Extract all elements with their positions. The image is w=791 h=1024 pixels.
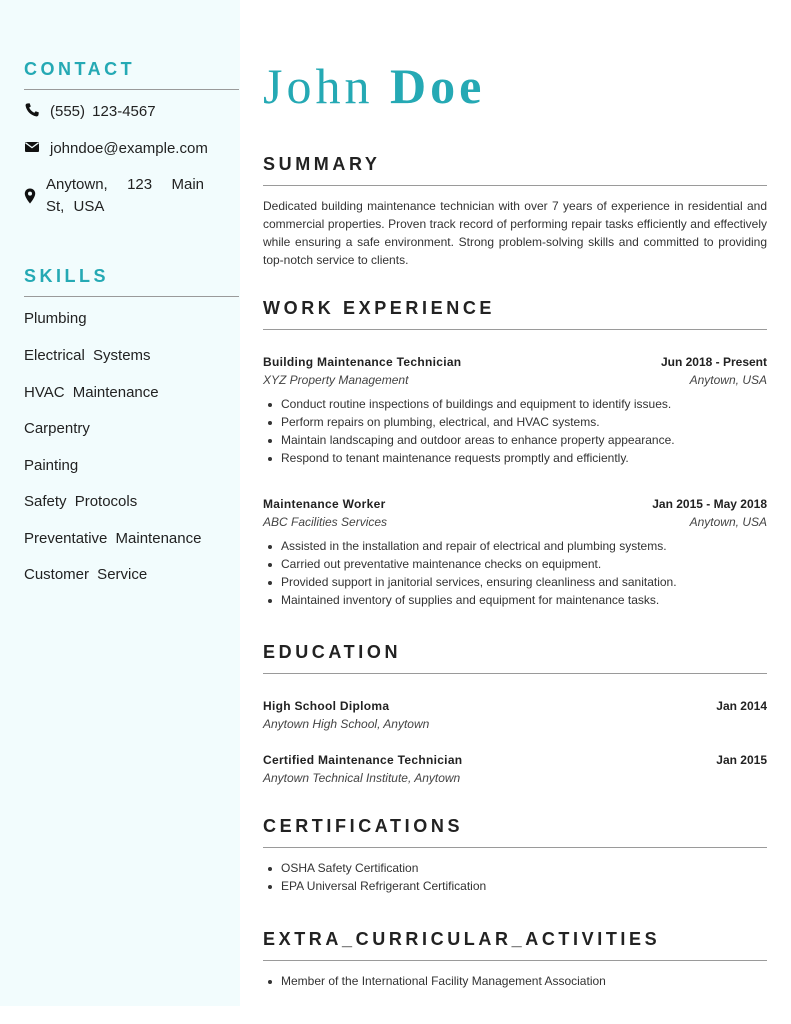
skill-item: Carpentry (24, 420, 90, 437)
skill-item: Preventative Maintenance (24, 530, 202, 547)
certification-bullets (263, 859, 767, 895)
last-name: Doe (389, 58, 486, 114)
phone-icon (24, 102, 40, 118)
job-dates: Jun 2018 - Present (660, 355, 767, 369)
skill-item: Electrical Systems (24, 347, 151, 364)
contact-email (24, 138, 208, 160)
skills-title: SKILLS (24, 266, 110, 286)
skill-item: Safety Protocols (24, 493, 138, 510)
divider (24, 296, 239, 297)
bullet-item: Carried out preventative maintenance checks on equipment. (263, 555, 767, 573)
education-section (263, 641, 767, 674)
bullet-item: Respond to tenant maintenance requests promptly and efficiently. (263, 449, 767, 467)
first-name: John (263, 58, 374, 114)
job-bullets (263, 537, 767, 609)
school: Anytown Technical Institute, Anytown (263, 771, 461, 785)
school: Anytown High School, Anytown (263, 717, 430, 731)
work-section (263, 297, 767, 330)
education-entry (263, 751, 767, 787)
skill-item: HVAC Maintenance (24, 384, 159, 401)
address-text: Anytown, 123 Main St, USA (46, 176, 204, 215)
job-bullets (263, 395, 767, 467)
summary-text: Dedicated building maintenance technician with over 7 years of experience in residential and commercial properties. Proven track record of performing repair tasks efficiently and effectively while ensuring a safe environment. Strong problem-solving skills and committed to providing top-notch service to clients. (263, 199, 767, 267)
phone-text: (555) 123-4567 (50, 103, 156, 120)
divider (263, 185, 767, 186)
contact-title: CONTACT (24, 59, 136, 79)
degree: High School Diploma (263, 699, 390, 713)
bullet-item: Conduct routine inspections of buildings and equipment to identify issues. (263, 395, 767, 413)
bullet-item: Perform repairs on plumbing, electrical, and HVAC systems. (263, 413, 767, 431)
certifications-section (263, 815, 767, 848)
activities-title: EXTRA_CURRICULAR_ACTIVITIES (263, 929, 661, 949)
job-location: Anytown, USA (689, 373, 767, 387)
skill-item: Customer Service (24, 566, 148, 583)
skill-item: Painting (24, 457, 79, 474)
summary-title: SUMMARY (263, 154, 381, 174)
job-title: Maintenance Worker (263, 497, 386, 511)
contact-section (24, 58, 239, 215)
certifications-list (263, 853, 767, 895)
skill-item: Plumbing (24, 310, 87, 327)
job-entry (263, 495, 767, 609)
bullet-item: Assisted in the installation and repair of electrical and plumbing systems. (263, 537, 767, 555)
envelope-icon (24, 139, 40, 155)
certifications-title: CERTIFICATIONS (263, 816, 464, 836)
contact-address (24, 174, 204, 218)
job-company: ABC Facilities Services (263, 515, 388, 529)
sidebar (0, 0, 240, 1006)
activities-list (263, 966, 767, 990)
certification-item: EPA Universal Refrigerant Certification (263, 877, 767, 895)
divider (263, 847, 767, 848)
education-date: Jan 2015 (716, 753, 767, 767)
work-title: WORK EXPERIENCE (263, 298, 496, 318)
bullet-item: Maintain landscaping and outdoor areas to enhance property appearance. (263, 431, 767, 449)
divider (263, 673, 767, 674)
activity-bullets (263, 972, 767, 990)
education-entry (263, 697, 767, 733)
divider (263, 960, 767, 961)
job-title: Building Maintenance Technician (263, 355, 462, 369)
summary-section (263, 153, 767, 186)
job-location: Anytown, USA (689, 515, 767, 529)
email-text: johndoe@example.com (50, 140, 208, 157)
job-dates: Jan 2015 - May 2018 (652, 497, 767, 511)
job-entry (263, 353, 767, 467)
divider (24, 89, 239, 90)
bullet-item: Maintained inventory of supplies and equipment for maintenance tasks. (263, 591, 767, 609)
bullet-item: Provided support in janitorial services, ensuring cleanliness and sanitation. (263, 573, 767, 591)
job-company: XYZ Property Management (263, 373, 409, 387)
skills-section (24, 265, 239, 583)
education-date: Jan 2014 (716, 699, 767, 713)
divider (263, 329, 767, 330)
certification-item: OSHA Safety Certification (263, 859, 767, 877)
candidate-name (263, 56, 485, 116)
degree: Certified Maintenance Technician (263, 753, 463, 767)
contact-phone (24, 101, 156, 123)
education-title: EDUCATION (263, 642, 402, 662)
activity-item: Member of the International Facility Management Association (263, 972, 767, 990)
activities-section (263, 928, 767, 961)
map-pin-icon (24, 188, 36, 204)
